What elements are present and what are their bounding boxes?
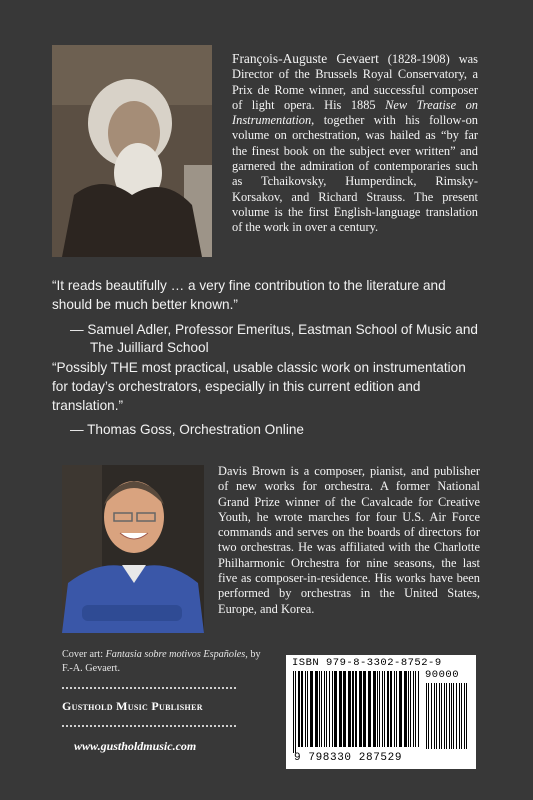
barcode-bar [352, 671, 354, 747]
barcode-bar [298, 671, 300, 747]
barcode-bar [449, 683, 450, 749]
gevaert-dates: (1828-1908) [387, 52, 450, 66]
barcode-bar [359, 671, 362, 747]
barcode-bar [368, 671, 371, 747]
quote-text: “It reads beautifully … a very fine contribution to the literature and should be much better known.” [52, 278, 446, 312]
gevaert-portrait-illustration [52, 45, 212, 257]
barcode-bar [293, 671, 294, 753]
davis-brown-portrait-illustration [62, 465, 204, 633]
cover-art-credit [62, 648, 262, 676]
quote-attribution: — Thomas Goss, Orchestration Online [70, 422, 304, 438]
barcode-bar [384, 671, 385, 747]
barcode-bar [321, 671, 322, 747]
barcode-bar [379, 671, 380, 747]
treatise-title: New Treatise on Instrumentation, [232, 97, 478, 128]
barcode-bar [446, 683, 447, 749]
barcode-bar [315, 671, 318, 747]
barcode-bar [461, 683, 462, 749]
barcode-bar [334, 671, 337, 747]
isbn-barcode [286, 655, 476, 769]
barcode-bar [444, 683, 445, 749]
barcode-bar [387, 671, 389, 747]
barcode-bar [326, 671, 327, 747]
barcode-bar [373, 671, 376, 747]
quote-attribution: — Samuel Adler, Professor Emeritus, Eastman School of Music and The Juilliard School [70, 321, 478, 356]
barcode-bar [428, 683, 429, 749]
barcode-bar [396, 671, 397, 747]
barcode-bar [451, 683, 452, 749]
publisher-name: Gusthold Music Publisher [62, 699, 203, 713]
barcode-bar [348, 671, 351, 747]
ean-barcode-bars [292, 671, 422, 753]
cover-art-prefix: Cover art: [62, 649, 104, 660]
barcode-bar [434, 683, 435, 749]
publisher-website: www.gustholdmusic.com [74, 739, 197, 753]
barcode-bar [466, 683, 467, 749]
barcode-bar [399, 671, 402, 747]
barcode-bar [382, 671, 383, 747]
barcode-bar [459, 683, 460, 749]
barcode-bar [332, 671, 333, 747]
barcode-bar [329, 671, 330, 747]
cover-art-suffix: by F.-A. Gevaert. [62, 649, 261, 674]
barcode-bar [456, 683, 457, 749]
barcode-bar [394, 671, 395, 747]
isbn-number: ISBN 979-8-3302-8752-9 [292, 657, 442, 669]
gevaert-portrait-photo [52, 45, 212, 257]
barcode-bar [439, 683, 440, 749]
barcode-bar [464, 683, 465, 749]
barcode-bar [310, 671, 313, 747]
barcode-bar [339, 671, 342, 747]
davis-brown-biography: Davis Brown is a composer, pianist, and publisher of new works for orchestra. A former National Grand Prize winner of the Cavalcade for Creative Youth, he wrote marches for four U.S. Air Force commands and serves on the boards of directors for two orchestras. He was affiliated with the Charlotte Philharmonic Orchestra for nine seasons, the last five as composer-in-residence. His works have been performed by orchestras in the United States, Europe, and Korea. [218, 464, 480, 616]
barcode-bar [415, 671, 416, 747]
barcode-bar [404, 671, 407, 747]
cover-art-title: Fantasia sobre motivos Españoles, [105, 649, 248, 660]
gevaert-bio-part1: was Director of the Brussels Royal Conservatory, a Prix de Rome winner, and successful composer of light opera. His 1885 [232, 52, 478, 112]
quote-text: “Possibly THE most practical, usable classic work on instrumentation for today’s orchestrators, especially in this current edition and translation.” [52, 360, 466, 413]
barcode-bar [363, 671, 366, 747]
gevaert-bio-part2: together with his follow-on volume on orchestration, was hailed as “by far the finest book on the subject ever written” and garnered the admiration of contemporaries such as Tchaikovsky, Humperdinck, Rimsky-Korsakov, and Richard Strauss. The present volume is the first English-language translation of the work in over a century. [232, 113, 478, 235]
barcode-bar [413, 671, 414, 747]
barcode-bar [295, 671, 296, 753]
barcode-bar [324, 671, 325, 747]
barcode-bar [390, 671, 392, 747]
review-quote-goss [52, 359, 482, 440]
barcode-bar [355, 671, 357, 747]
barcode-bar [441, 683, 442, 749]
divider-bottom [62, 725, 236, 727]
barcode-bar [319, 671, 320, 747]
barcode-bar [307, 671, 308, 747]
gevaert-name: François-Auguste Gevaert [232, 51, 379, 66]
barcode-bar [301, 671, 303, 747]
divider-top [62, 687, 236, 689]
barcode-bar [418, 671, 419, 747]
davis-brown-portrait-photo [62, 465, 204, 633]
barcode-bar [343, 671, 346, 747]
barcode-bar [436, 683, 437, 749]
gevaert-biography [232, 51, 478, 236]
barcode-bar [377, 671, 378, 747]
barcode-bar [426, 683, 427, 749]
price-code: 90000 [425, 669, 460, 681]
barcode-bar [453, 683, 454, 749]
ean-digits: 9 798330 287529 [294, 752, 403, 764]
review-quote-adler [52, 277, 482, 358]
barcode-bar [408, 671, 409, 747]
barcode-bar [431, 683, 432, 749]
barcode-bar [410, 671, 411, 747]
barcode-bar [305, 671, 306, 747]
addon-barcode-bars [425, 683, 469, 751]
